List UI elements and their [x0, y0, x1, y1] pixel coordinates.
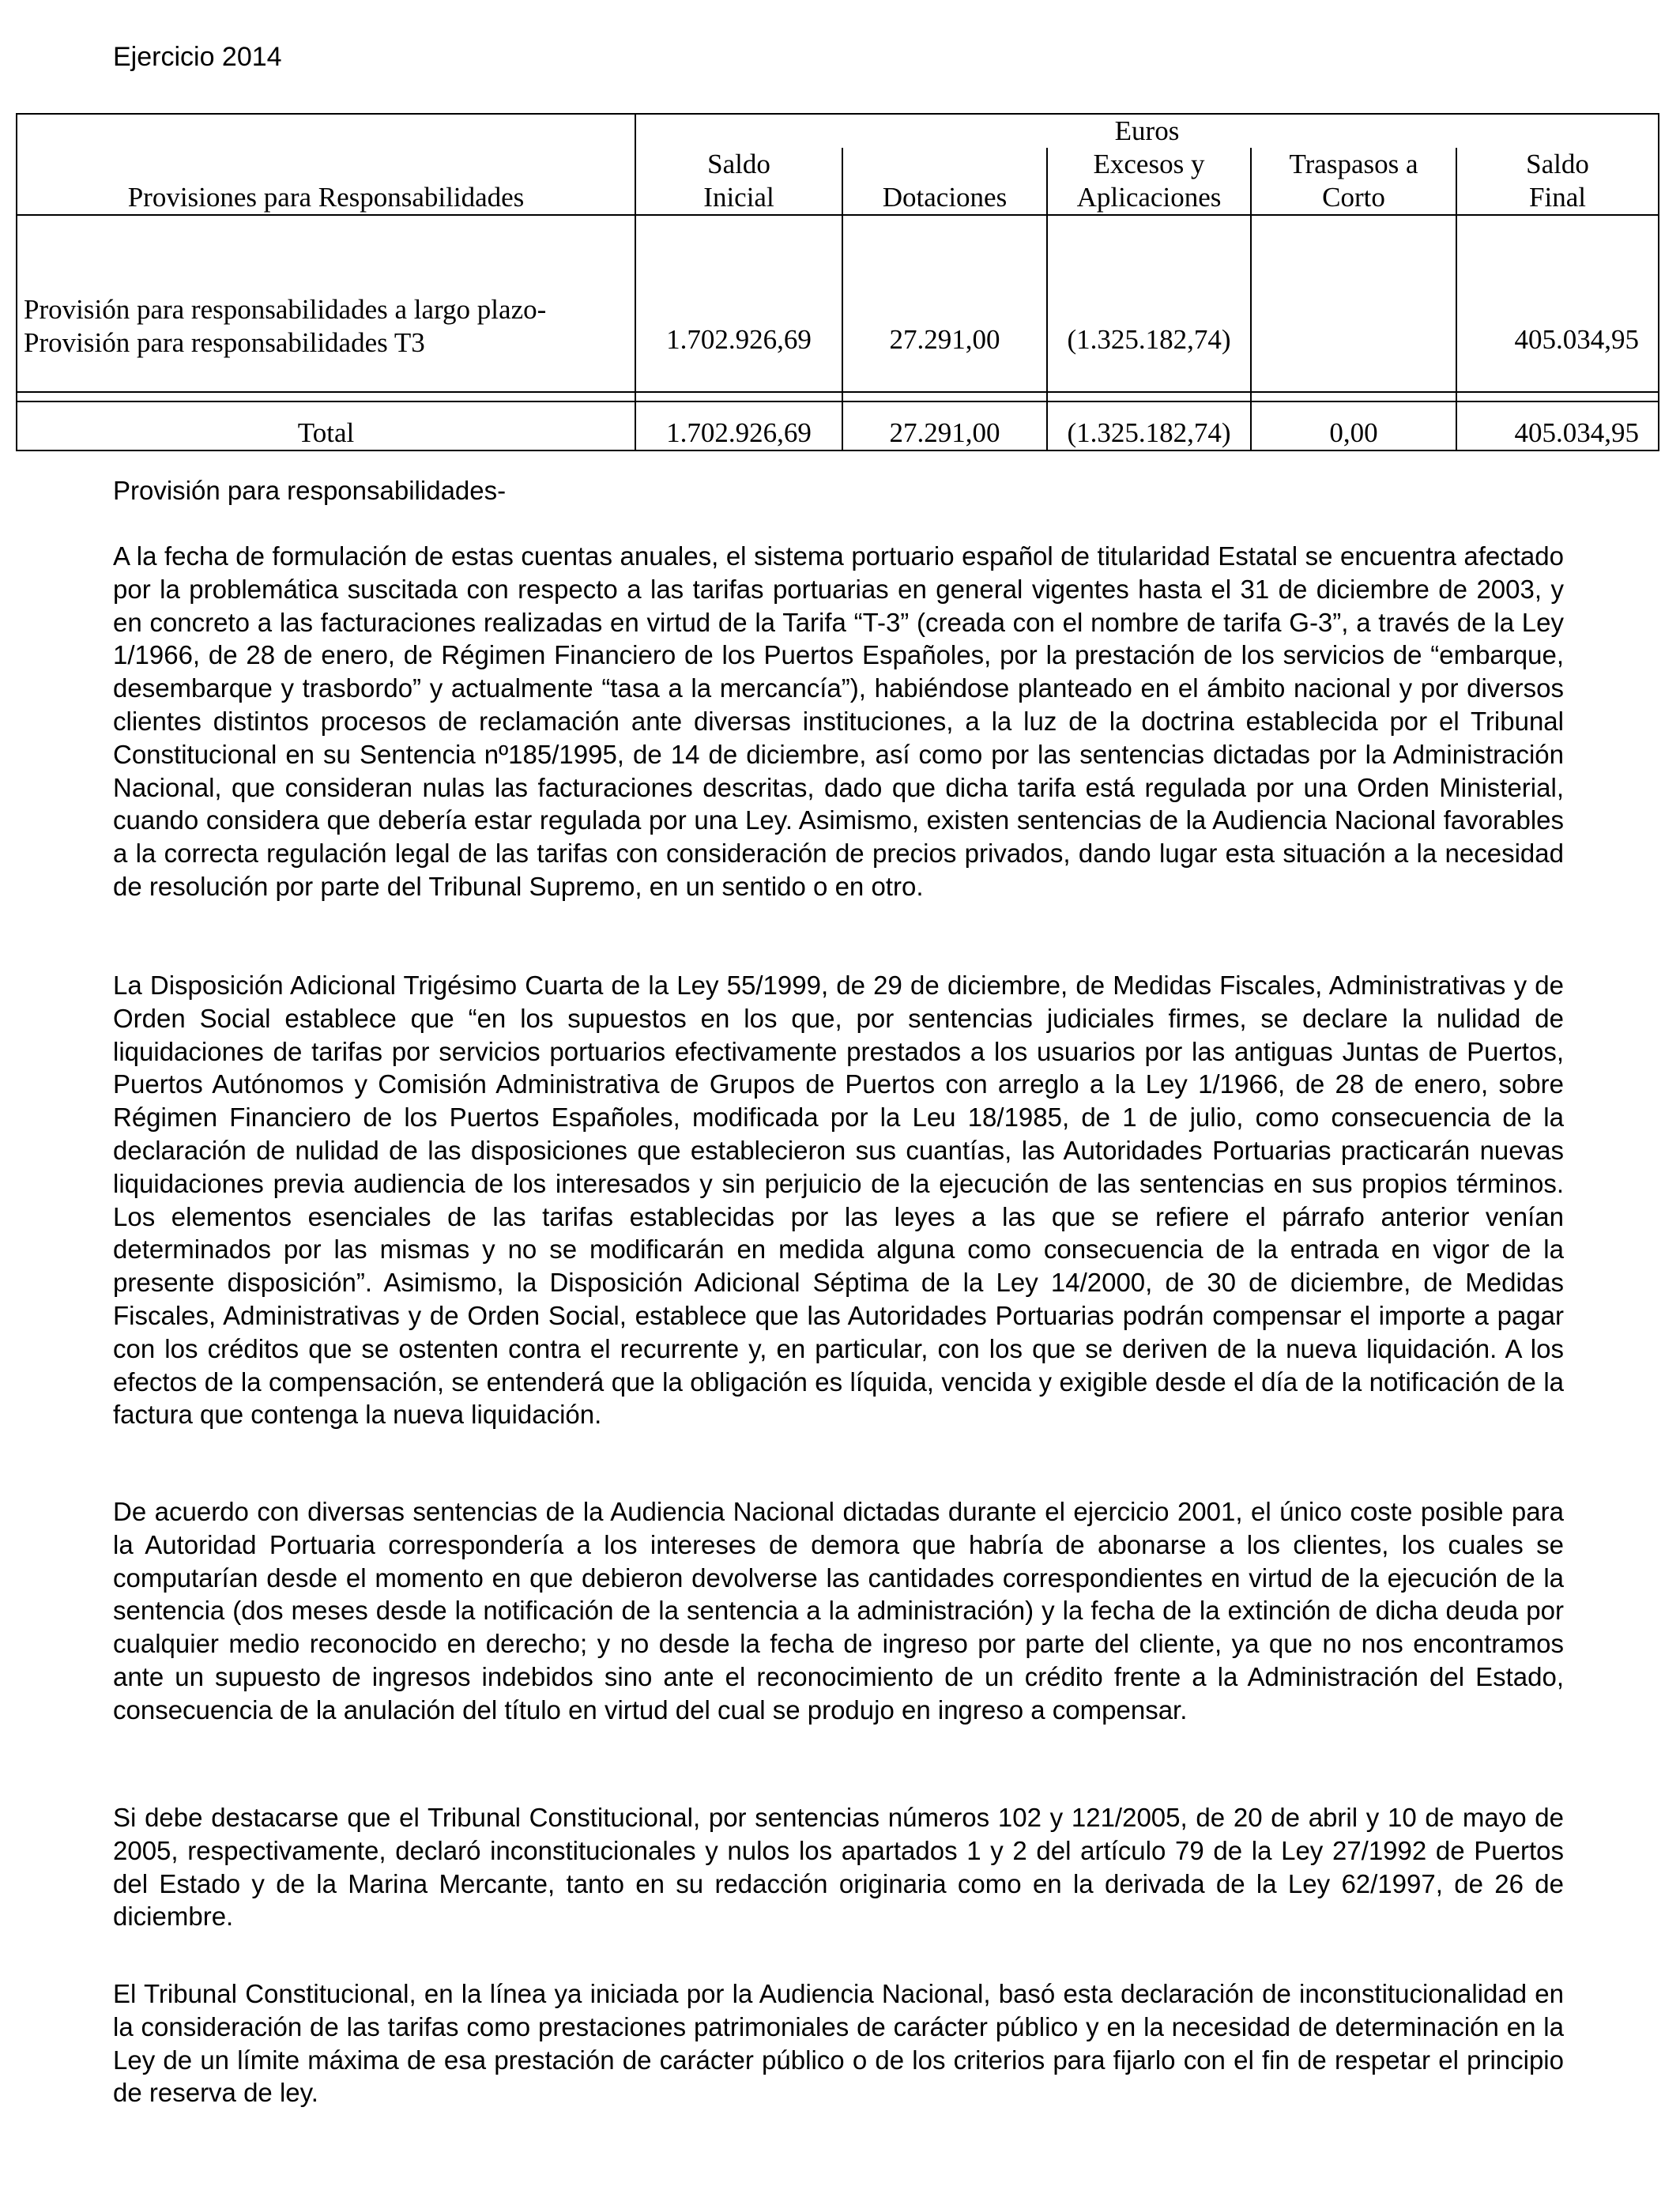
column-header-saldo-inicial: Saldo Inicial [635, 148, 842, 215]
cell-excesos: (1.325.182,74) [1047, 215, 1251, 392]
total-saldo-inicial: 1.702.926,69 [635, 401, 842, 450]
cell-traspasos [1251, 215, 1456, 392]
paragraph-4: Si debe destacarse que el Tribunal Constitucional, por sentencias números 102 y 121/2005, de 20 de abril y 10 de mayo de 2005, respectivamente, declaró inconstitucionales y nulos los apartados 1 y 2 del artículo 79 de la Ley 27/1992 de Puertos del Estado y de la Marina Mercante, tanto en su redacción originaria como en la derivada de la Ley 62/1997, de 26 de diciembre. [113, 1803, 1564, 1932]
table-spacer [17, 392, 1659, 401]
row-header-cell [17, 114, 635, 215]
table-row [17, 215, 1659, 392]
row-header-label: Provisiones para Responsabilidades [127, 182, 525, 213]
total-saldo-final: 405.034,95 [1456, 401, 1659, 450]
total-traspasos: 0,00 [1251, 401, 1456, 450]
paragraph-5: El Tribunal Constitucional, en la línea ya iniciada por la Audiencia Nacional, basó esta declaración de inconstitucionalidad en la consideración de las tarifas como prestaciones patrimoniales de carácter público y en la necesidad de determinación en la Ley de un límite máxima de esa prestación de carácter público o de los criterios para fijarlo con el fin de respetar el principio de reserva de ley. [113, 1979, 1564, 2108]
cell-saldo-final: 405.034,95 [1456, 215, 1659, 392]
fiscal-year-heading: Ejercicio 2014 [113, 42, 282, 72]
total-excesos: (1.325.182,74) [1047, 401, 1251, 450]
column-header-excesos: Excesos y Aplicaciones [1047, 148, 1251, 215]
currency-header: Euros [635, 114, 1659, 148]
column-header-dotaciones: Dotaciones [842, 148, 1047, 215]
column-header-saldo-final: Saldo Final [1456, 148, 1659, 215]
column-header-traspasos: Traspasos a Corto [1251, 148, 1456, 215]
cell-saldo-inicial: 1.702.926,69 [635, 215, 842, 392]
paragraph-3: De acuerdo con diversas sentencias de la Audiencia Nacional dictadas durante el ejercicio 2001, el único coste posible para la Autoridad Portuaria correspondería a los intereses de demora que habría de abonarse a los clientes, los cuales se computarían desde el momento en que debieron devolverse las cantidades correspondientes en virtud de la ejecución de la sentencia (dos meses desde la notificación de la sentencia a la administración) y la fecha de la extinción de dicha deuda por cualquier medio reconocido en derecho; y no desde la fecha de ingreso por parte del cliente, ya que no nos encontramos ante un supuesto de ingresos indebidos sino ante el reconocimiento de un crédito frente a la Administración del Estado, consecuencia de la anulación del título en virtud del cual se produjo en ingreso a compensar. [113, 1497, 1564, 1725]
total-label: Total [17, 401, 635, 450]
provisions-table [16, 113, 1659, 451]
total-row [17, 401, 1659, 450]
total-dotaciones: 27.291,00 [842, 401, 1047, 450]
row-label-line1: Provisión para responsabilidades a largo plazo- [24, 294, 547, 325]
row-label-line2: Provisión para responsabilidades T3 [24, 327, 425, 358]
section-title: Provisión para responsabilidades- [113, 476, 507, 505]
cell-dotaciones: 27.291,00 [842, 215, 1047, 392]
row-label [17, 215, 635, 392]
paragraph-1: A la fecha de formulación de estas cuentas anuales, el sistema portuario español de titularidad Estatal se encuentra afectado por la problemática suscitada con respecto a las tarifas portuarias en general vigentes hasta el 31 de diciembre de 2003, y en concreto a las facturaciones realizadas en virtud de la Tarifa “T-3” (creada con el nombre de tarifa G-3”, a través de la Ley 1/1966, de 28 de enero, de Régimen Financiero de los Puertos Españoles, por la prestación de los servicios de “embarque, desembarque y trasbordo” y actualmente “tasa a la mercancía”), habiéndose planteado en el ámbito nacional y por diversos clientes distintos procesos de reclamación ante diversas instituciones, a la luz de la doctrina establecida por el Tribunal Constitucional en su Sentencia nº185/1995, de 14 de diciembre, así como por las sentencias dictadas por la Administración Nacional, que consideran nulas las facturaciones descritas, dado que dicha tarifa está regulada por una Orden Ministerial, cuando considera que debería estar regulada por una Ley. Asimismo, existen sentencias de la Audiencia Nacional favorables a la correcta regulación legal de las tarifas con consideración de precios privados, dando lugar esta situación a la necesidad de resolución por parte del Tribunal Supremo, en un sentido o en otro. [113, 541, 1564, 901]
paragraph-2: La Disposición Adicional Trigésimo Cuarta de la Ley 55/1999, de 29 de diciembre, de Medidas Fiscales, Administrativas y de Orden Social establece que “en los supuestos en los que, por sentencias judiciales firmes, se declare la nulidad de liquidaciones de tarifas por servicios portuarios efectivamente prestados a los usuarios por las antiguas Juntas de Puertos, Puertos Autónomos y Comisión Administrativa de Grupos de Puertos con arreglo a la Ley 1/1966, de 28 de enero, sobre Régimen Financiero de los Puertos Españoles, modificada por la Leu 18/1985, de 1 de julio, como consecuencia de la declaración de nulidad de las disposiciones que establecieron sus cuantías, las Autoridades Portuarias practicarán nuevas liquidaciones previa audiencia de los interesados y sin perjuicio de la ejecución de las sentencias en sus propios términos. Los elementos esenciales de las tarifas establecidas por las leyes a las que se refiere el párrafo anterior venían determinados por las mismas y no se modificarán en medida alguna como consecuencia de la entrada en vigor de la presente disposición”. Asimismo, la Disposición Adicional Séptima de la Ley 14/2000, de 30 de diciembre, de Medidas Fiscales, Administrativas y de Orden Social, establece que las Autoridades Portuarias podrán compensar el importe a pagar con los créditos que se ostenten contra el recurrente y, en particular, con los que se deriven de la nueva liquidación. A los efectos de la compensación, se entenderá que la obligación es líquida, vencida y exigible desde el día de la notificación de la factura que contenga la nueva liquidación. [113, 971, 1564, 1430]
